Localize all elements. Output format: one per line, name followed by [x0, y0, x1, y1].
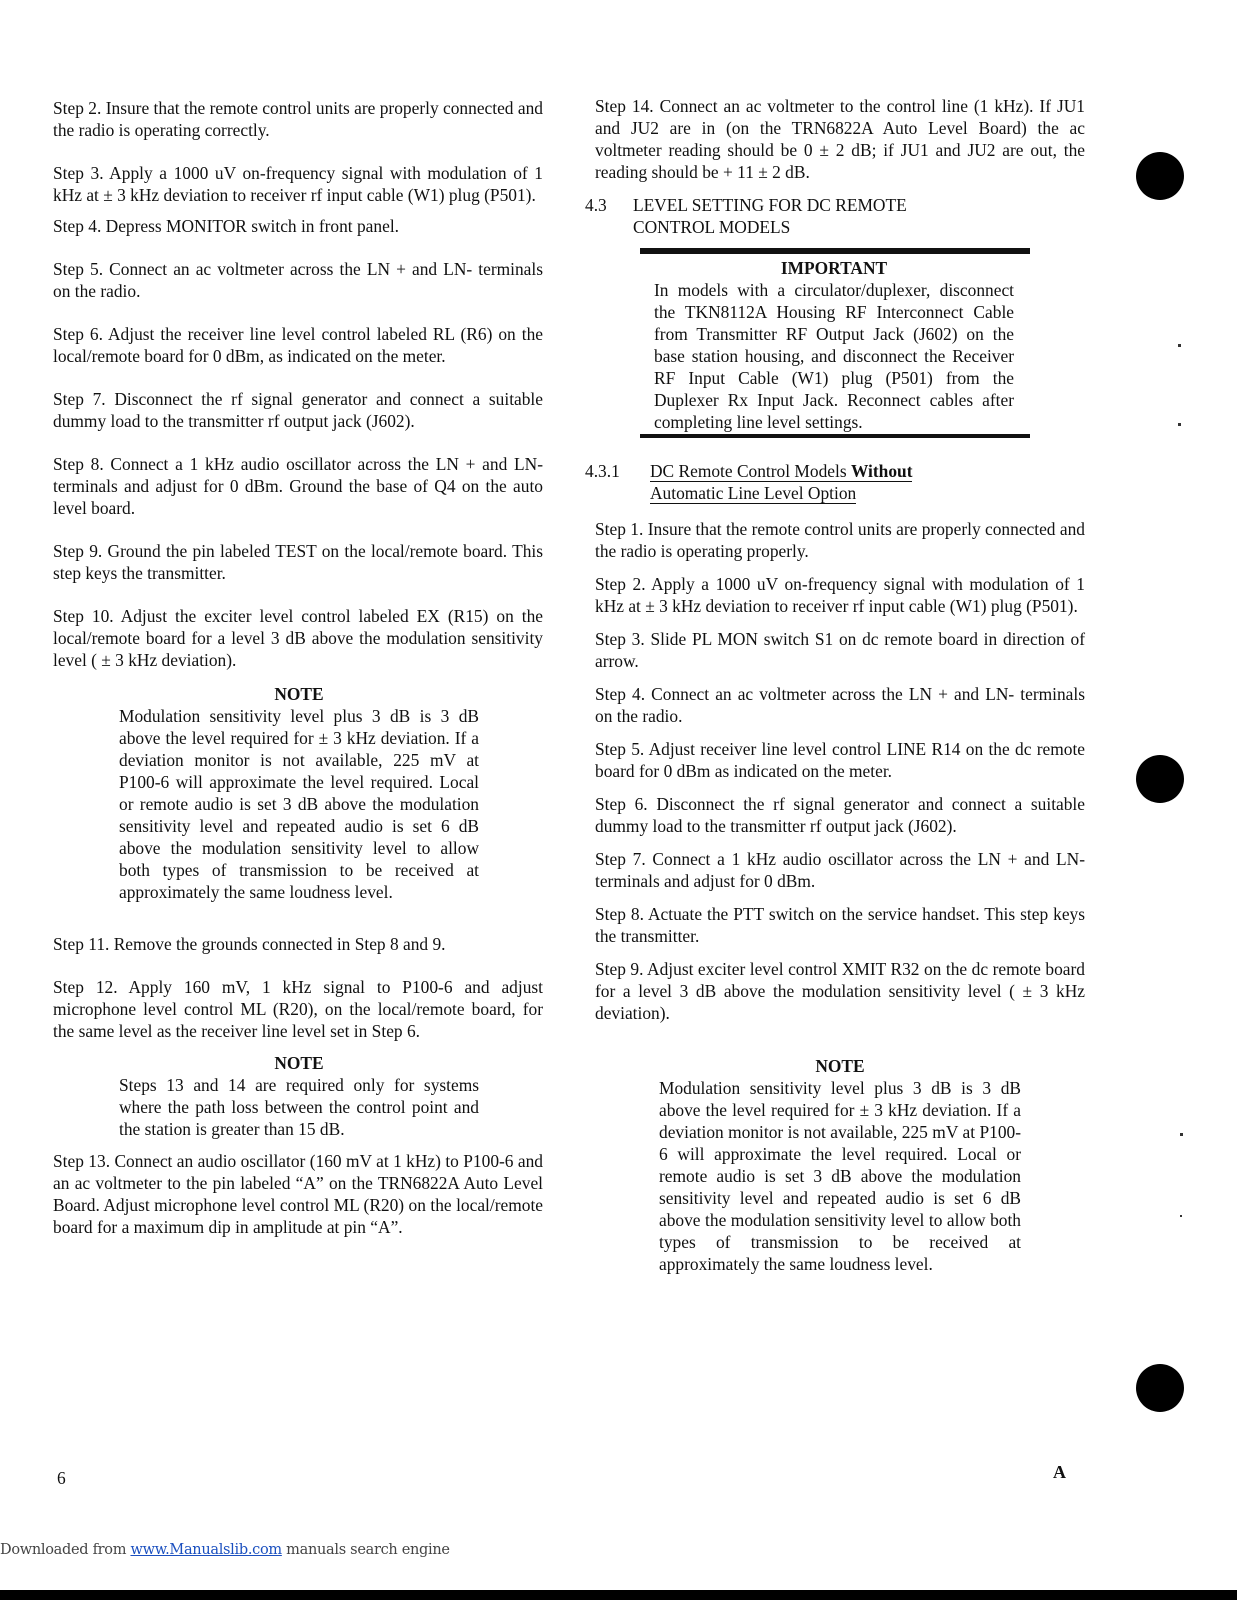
step-13: Step 13. Connect an audio oscillator (160 mV at 1 kHz) to P100-6 and an ac voltmeter to the pin labeled “A” on the TRN6822A Auto Level Board. Adjust microphone level control ML (R20) on the local/remote board for a maximum dip in amplitude at pin “A”.	[53, 1151, 543, 1237]
manualslib-link[interactable]: www.Manualslib.com	[130, 1542, 282, 1558]
note-title: NOTE	[274, 684, 324, 704]
important-box	[640, 248, 1030, 438]
dc-step-4: Step 4. Connect an ac voltmeter across the LN + and LN- terminals on the radio.	[595, 684, 1085, 726]
dc-step-8: Step 8. Actuate the PTT switch on the service handset. This step keys the transmitter.	[595, 904, 1085, 946]
subsection-title-bold: Without	[850, 461, 913, 481]
step-12: Step 12. Apply 160 mV, 1 kHz signal to P100-6 and adjust microphone level control ML (R20), on the local/remote board, for the same level as the receiver line level set in Step 6.	[53, 977, 543, 1041]
note-title: NOTE	[274, 1053, 324, 1073]
footer-prefix: Downloaded from	[0, 1542, 131, 1558]
important-body: In models with a circulator/duplexer, disconnect the TKN8112A Housing RF Interconnect Cable from Transmitter RF Output Jack (J602) on the base station housing, and disconnect the Receiver RF Input Cable (W1) plug (P501) from the Duplexer Rx Input Jack. Reconnect cables after completing line level settings.	[654, 280, 1014, 432]
scan-speck	[1178, 423, 1181, 426]
scan-speck	[1180, 1133, 1183, 1136]
step-9: Step 9. Ground the pin labeled TEST on the local/remote board. This step keys the transmitter.	[53, 541, 543, 583]
dc-step-9: Step 9. Adjust exciter level control XMIT R32 on the dc remote board for a level 3 dB above the modulation sensitivity level ( ± 3 kHz deviation).	[595, 959, 1085, 1023]
section-title-line2: CONTROL MODELS	[633, 217, 791, 237]
left-column	[53, 97, 543, 1238]
binder-hole-middle	[1136, 755, 1184, 803]
step-11: Step 11. Remove the grounds connected in Step 8 and 9.	[53, 934, 446, 954]
right-column	[585, 95, 1085, 1275]
step-2: Step 2. Insure that the remote control units are properly connected and the radio is operating correctly.	[53, 98, 543, 140]
download-footer	[0, 1542, 450, 1558]
scan-speck	[1178, 344, 1181, 347]
note-body: Modulation sensitivity level plus 3 dB is 3 dB above the level required for ± 3 kHz deviation. If a deviation monitor is not available, 225 mV at P100-6 will approximate the level required. Local or remote audio is set 3 dB above the modulation sensitivity level and repeated audio is set 6 dB above the modulation sensitivity level to allow both types of transmission to be received at approximately the same loudness level.	[119, 706, 479, 902]
note-body: Modulation sensitivity level plus 3 dB is 3 dB above the level required for ± 3 kHz deviation. If a deviation monitor is not available, 225 mV at P100-6 will approximate the level required. Local or remote audio is set 3 dB above the modulation sensitivity level and repeated audio is set 6 dB above the modulation sensitivity level to allow both types of transmission to be received at approximately the same loudness level.	[659, 1078, 1021, 1274]
note-path-loss	[119, 1052, 479, 1140]
note-body: Steps 13 and 14 are required only for systems where the path loss between the control point and the station is greater than 15 dB.	[119, 1075, 479, 1139]
section-number: 4.3	[585, 195, 607, 215]
section-heading-4-3	[585, 194, 1085, 238]
section-title-line1: LEVEL SETTING FOR DC REMOTE	[633, 195, 907, 215]
step-14: Step 14. Connect an ac voltmeter to the control line (1 kHz). If JU1 and JU2 are in (on the TRN6822A Auto Level Board) the ac voltmeter reading should be 0 ± 2 dB; if JU1 and JU2 are out, the reading should be + 11 ± 2 dB.	[595, 96, 1085, 182]
dc-step-1: Step 1. Insure that the remote control units are properly connected and the radio is operating properly.	[595, 519, 1085, 561]
subsection-heading-4-3-1	[585, 460, 1085, 504]
dc-step-6: Step 6. Disconnect the rf signal generator and connect a suitable dummy load to the transmitter rf output jack (J602).	[595, 794, 1085, 836]
page-number: 6	[57, 1468, 66, 1488]
step-10: Step 10. Adjust the exciter level control labeled EX (R15) on the local/remote board for a level 3 dB above the modulation sensitivity level ( ± 3 kHz deviation).	[53, 606, 543, 670]
dc-step-2: Step 2. Apply a 1000 uV on-frequency signal with modulation of 1 kHz at ± 3 kHz deviation to receiver rf input cable (W1) plug (P501).	[595, 574, 1085, 616]
scan-speck	[1180, 1215, 1182, 1217]
step-4: Step 4. Depress MONITOR switch in front panel.	[53, 216, 399, 236]
step-3: Step 3. Apply a 1000 uV on-frequency signal with modulation of 1 kHz at ± 3 kHz deviation to receiver rf input cable (W1) plug (P501).	[53, 163, 543, 205]
binder-hole-bottom	[1136, 1364, 1184, 1412]
page-revision-letter: A	[1053, 1462, 1066, 1482]
subsection-title-text: DC Remote Control Models	[650, 461, 851, 481]
important-title: IMPORTANT	[780, 258, 888, 278]
section-title	[633, 194, 907, 238]
note-title: NOTE	[815, 1056, 865, 1076]
note-dc-modulation-sensitivity	[659, 1055, 1021, 1275]
step-6: Step 6. Adjust the receiver line level control labeled RL (R6) on the local/remote board for 0 dBm, as indicated on the meter.	[53, 324, 543, 366]
binder-hole-top	[1136, 152, 1184, 200]
footer-suffix: manuals search engine	[281, 1542, 450, 1558]
step-8: Step 8. Connect a 1 kHz audio oscillator across the LN + and LN- terminals and adjust for 0 dBm. Ground the base of Q4 on the auto level board.	[53, 454, 543, 518]
note-modulation-sensitivity	[119, 683, 479, 903]
step-7: Step 7. Disconnect the rf signal generator and connect a suitable dummy load to the transmitter rf output jack (J602).	[53, 389, 543, 431]
dc-step-7: Step 7. Connect a 1 kHz audio oscillator across the LN + and LN- terminals and adjust for 0 dBm.	[595, 849, 1085, 891]
subsection-number: 4.3.1	[585, 461, 620, 481]
subsection-title-line1	[650, 461, 912, 482]
dc-step-5: Step 5. Adjust receiver line level control LINE R14 on the dc remote board for 0 dBm as indicated on the meter.	[595, 739, 1085, 781]
dc-step-3: Step 3. Slide PL MON switch S1 on dc remote board in direction of arrow.	[595, 629, 1085, 671]
step-5: Step 5. Connect an ac voltmeter across the LN + and LN- terminals on the radio.	[53, 259, 543, 301]
bottom-border	[0, 1590, 1237, 1600]
subsection-title-line2: Automatic Line Level Option	[650, 483, 857, 503]
subsection-title	[650, 460, 912, 504]
